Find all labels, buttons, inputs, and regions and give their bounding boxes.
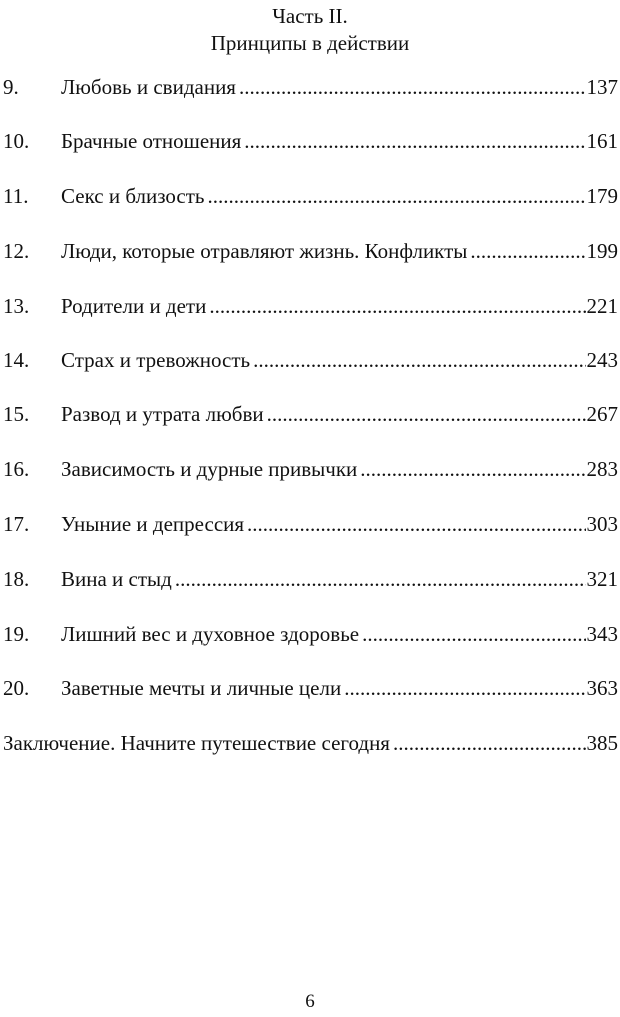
toc-entry-15[interactable] [3,399,618,429]
toc-entry-page: 363 [586,676,618,700]
toc-entry-title: Заключение. Начните путешествие сегодня [3,731,390,755]
toc-entry-17[interactable] [3,509,618,539]
toc-entry-page: 343 [586,622,618,646]
toc-entry-number: 16. [3,457,30,481]
toc-entry-title: Развод и утрата любви [61,402,264,426]
page-number: 6 [305,991,315,1012]
toc-entry-11[interactable] [3,181,618,211]
toc-entry-13[interactable] [3,291,618,321]
toc-entry-number: 15. [3,402,30,426]
toc-entry-page: 137 [586,75,618,99]
toc-entry-number: 20. [3,676,30,700]
dot-leader [393,728,586,758]
toc-entry-number: 17. [3,512,30,536]
dot-leader [247,509,585,539]
toc-entry-19[interactable] [3,619,618,649]
toc-entry-title: Заветные мечты и личные цели [61,676,342,700]
toc-entry-number: 14. [3,348,30,372]
toc-entry-number: 19. [3,622,30,646]
toc-entry-title: Страх и тревожность [61,348,251,372]
dot-leader [360,454,585,484]
toc-entry-page: 161 [586,129,618,153]
toc-entry-title: Вина и стыд [61,567,172,591]
dot-leader [344,673,585,703]
toc-entry-title: Родители и дети [61,294,207,318]
toc-entry-title: Люди, которые отравляют жизнь. Конфликты [61,239,468,263]
toc-entry-title: Уныние и депрессия [61,512,245,536]
toc-entry-18[interactable] [3,564,618,594]
toc-entry-conclusion[interactable] [3,728,618,758]
toc-entry-title: Любовь и свидания [61,75,236,99]
dot-leader [244,126,585,156]
toc-entry-page: 385 [586,731,618,755]
toc-entry-10[interactable] [3,126,618,156]
part-title: Принципы в действии [210,31,410,55]
toc-entry-title: Лишний вес и духовное здоровье [61,622,360,646]
toc-entry-16[interactable] [3,454,618,484]
toc-entry-number: 9. [3,75,19,99]
dot-leader [362,619,585,649]
part-label: Часть II. [272,4,348,28]
dot-leader [207,181,585,211]
dot-leader [267,399,586,429]
dot-leader [175,564,586,594]
toc-entry-number: 13. [3,294,30,318]
toc-entry-page: 321 [586,567,618,591]
toc-entry-20[interactable] [3,673,618,703]
toc-entry-title: Секс и близость [61,184,205,208]
dot-leader [470,236,585,266]
toc-entry-page: 243 [586,348,618,372]
toc-entry-number: 18. [3,567,30,591]
toc-entry-page: 283 [586,457,618,481]
toc-entry-9[interactable] [3,72,618,102]
toc-entry-number: 11. [3,184,29,208]
toc-entry-12[interactable] [3,236,618,266]
toc-entry-page: 267 [586,402,618,426]
toc-entry-page: 199 [586,239,618,263]
toc-entry-number: 12. [3,239,30,263]
toc-entry-page: 179 [586,184,618,208]
toc-entry-title: Зависимость и дурные привычки [61,457,358,481]
toc-entry-14[interactable] [3,345,618,375]
toc-entry-page: 221 [586,294,618,318]
toc-entry-page: 303 [586,512,618,536]
dot-leader [209,291,585,321]
toc-entry-number: 10. [3,129,30,153]
toc-entry-title: Брачные отношения [61,129,242,153]
dot-leader [239,72,586,102]
dot-leader [253,345,585,375]
